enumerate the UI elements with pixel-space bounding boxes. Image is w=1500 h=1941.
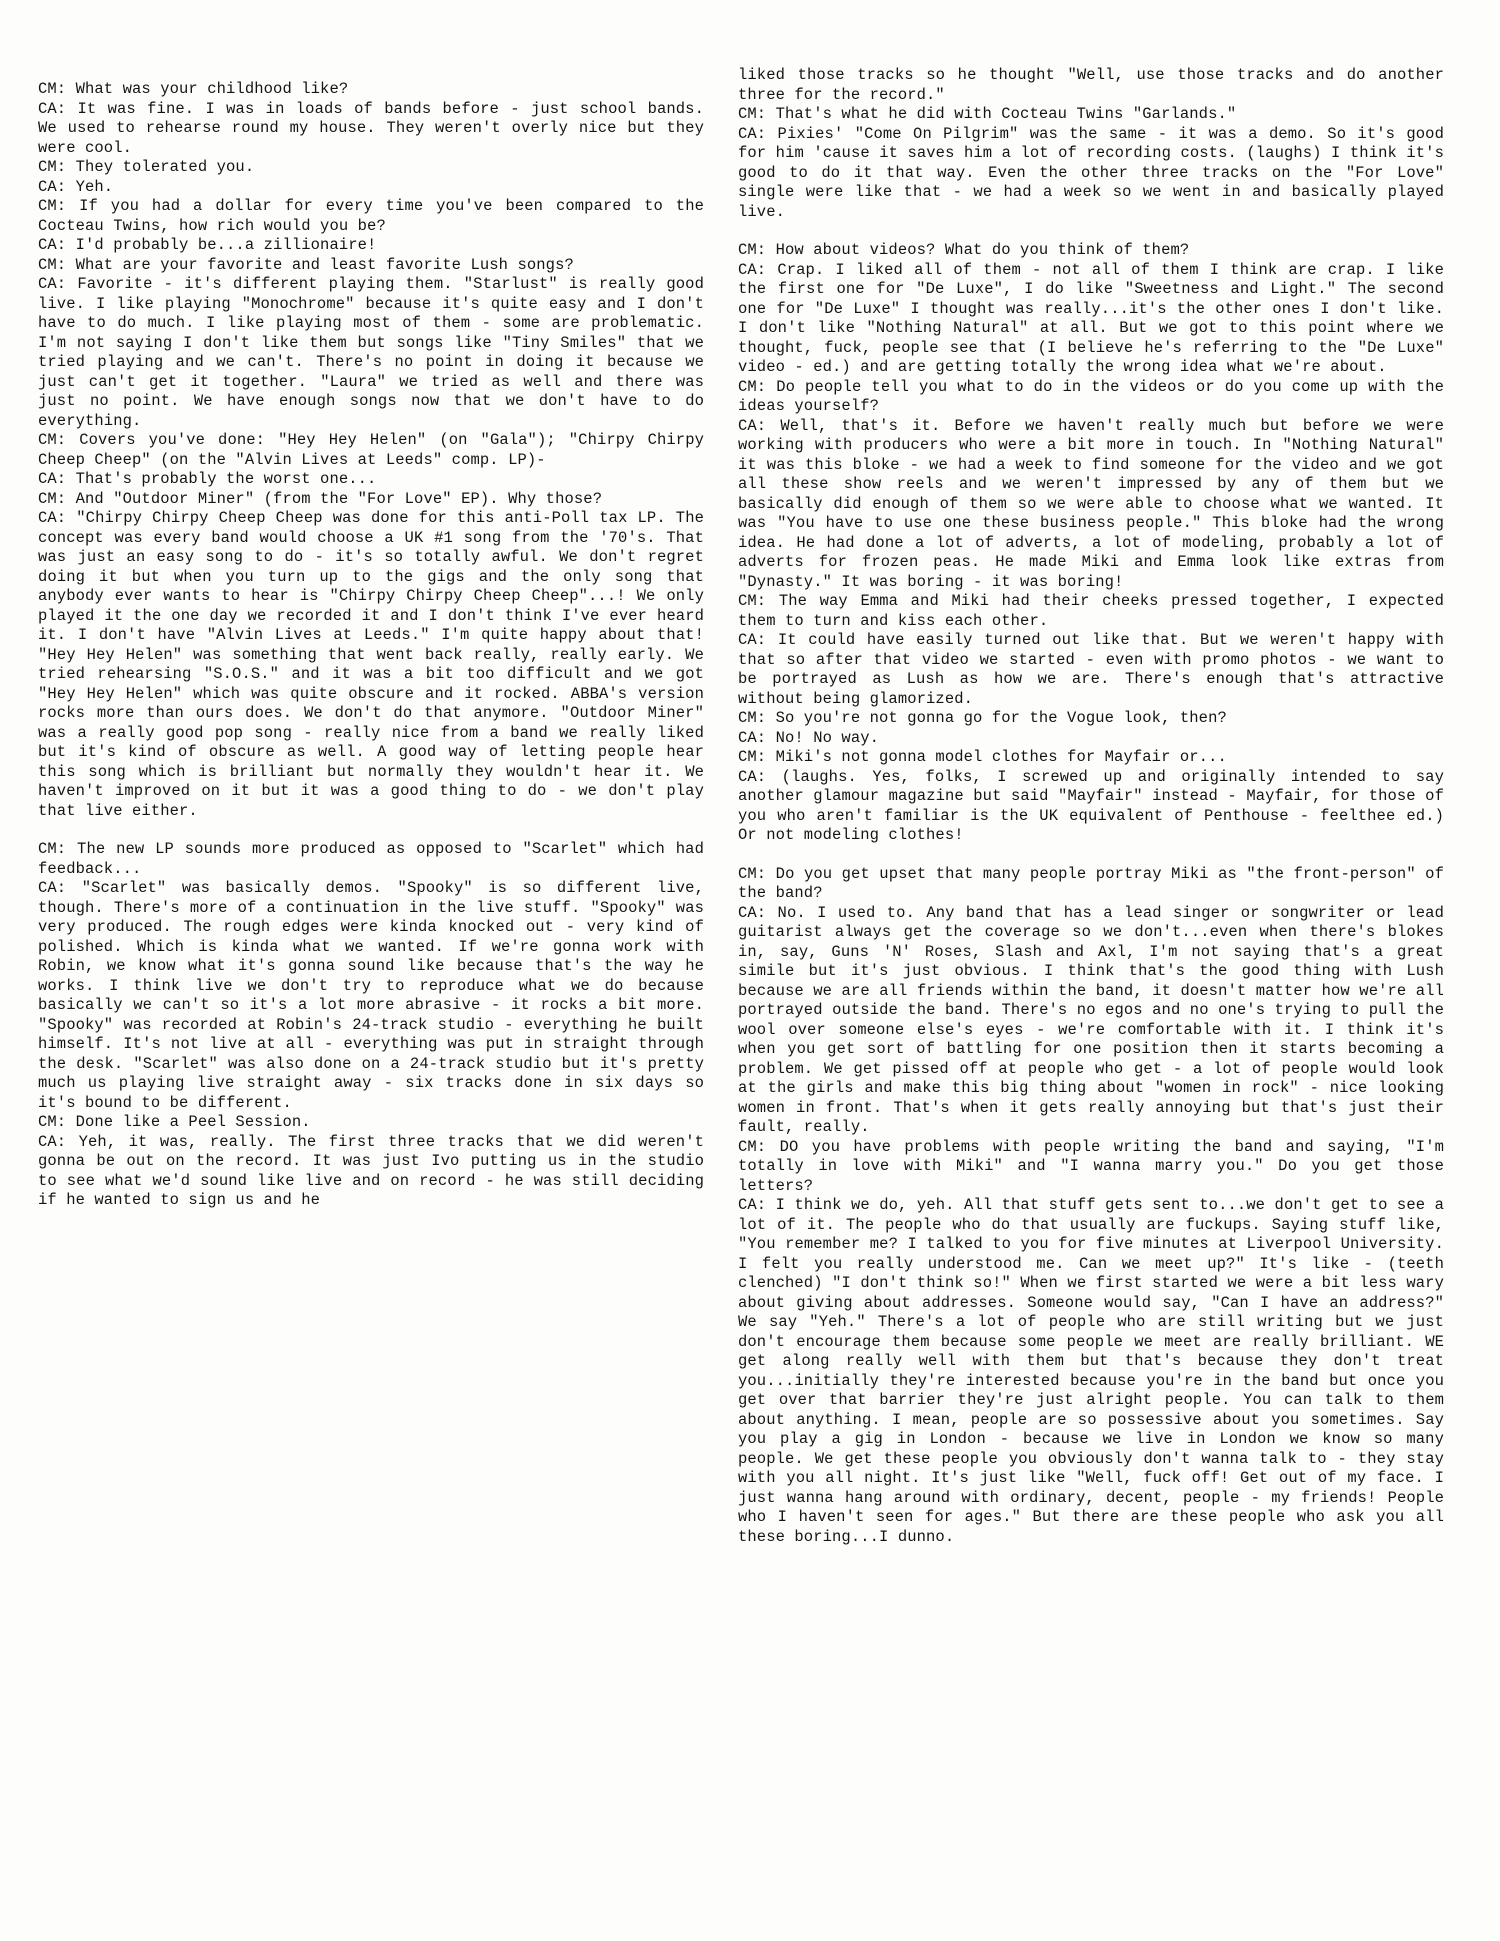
right-column bbox=[738, 66, 1454, 1547]
interviewer-question: CM: How about videos? What do you think of them? bbox=[738, 241, 1190, 259]
interviewer-question: CM: The way Emma and Miki had their cheeks pressed together, I expected them to turn and kiss each other. bbox=[738, 592, 1454, 630]
interviewer-question: CM: Done like a Peel Session. bbox=[38, 1113, 311, 1131]
left-column bbox=[38, 80, 714, 1211]
interviewer-question: CM: DO you have problems with people writing the band and saying, "I'm totally in love with Miki" and "I wanna marry you." Do you get those letters? bbox=[738, 1137, 1454, 1195]
interviewee-answer: CA: It could have easily turned out like that. But we weren't happy with that so after that video we started - even with promo photos - we want to be portrayed as Lush as how we are. There's enough that's attractive without being glamorized. bbox=[738, 631, 1454, 708]
paragraph-gap bbox=[738, 846, 1444, 865]
interviewee-answer: CA: I think we do, yeh. All that stuff gets sent to...we don't get to see a lot of it. The people who do that usually are fuckups. Saying stuff like, "You remember me? I talked to you for five minutes at Liverpool University. I felt you really understood me. Can we meet up?" It's like - (teeth clenched) "I don't think so!" When we first started we were a bit less wary about giving about addresses. Someone would say, "Can I have an address?" We say "Yeh." There's a lot of people who are still writing but we just don't encourage them because some people we meet are really brilliant. WE get along really well with them but that's because they don't treat you...initially they're interested because you're in the band but once you get over that barrier they're just alright people. You can talk to them about anything. I mean, people are so possessive about you sometimes. Say you play a gig in London - because we live in London we know so many people. We get these people you obviously don't wanna talk to - they stay with you all night. It's just like "Well, fuck off! Get out of my face. I just wanna hang around with ordinary, decent, people - my friends! People who I haven't seen for ages." But there are these people who ask you all these boring...I dunno. bbox=[738, 1196, 1454, 1546]
interviewee-answer: CA: Well, that's it. Before we haven't really much but before we were working with producers who were a bit more in touch. In "Nothing Natural" it was this bloke - we had a week to find someone for the video and we got all these show reels and we weren't impressed by any of them but we basically did enough of them so we were able to choose what we wanted. It was "You have to use one these business people." This bloke had the wrong idea. He had done a lot of adverts, a lot of modeling, probably a lot of adverts for frozen peas. He made Miki and Emma look like extras from "Dynasty." It was boring - it was boring! bbox=[738, 416, 1454, 591]
interviewee-answer: CA: Yeh. bbox=[38, 177, 114, 196]
interviewer-question: CM: What was your childhood like? bbox=[38, 80, 349, 98]
continued-text: liked those tracks so he thought "Well, use those tracks and do another three for the record." bbox=[738, 66, 1454, 104]
interviewer-question: CM: The new LP sounds more produced as opposed to "Scarlet" which had feedback... bbox=[38, 840, 714, 878]
interviewee-answer: CA: No. I used to. Any band that has a lead singer or songwriter or lead guitarist always get the coverage so we don't...even when there's blokes in, say, Guns 'N' Roses, Slash and Axl, I'm not saying that's a great simile but it's just obvious. I think that's the good thing with Lush because we are all friends within the band, it doesn't matter how we're all portrayed outside the band. There's no egos and no one's trying to pull the wool over someone else's eyes - we're comfortable with it. I think it's when you get sort of battling for one position then it starts becoming a problem. We get pissed off at people who get - a lot of people would look at the girls and make this big thing about "women in rock" - nice looking women in front. That's when it gets really annoying but that's just their fault, really. bbox=[738, 903, 1454, 1136]
interviewer-question: CM: Do people tell you what to do in the videos or do you come up with the ideas yourself? bbox=[738, 377, 1454, 415]
interviewee-answer: CA: That's probably the worst one... bbox=[38, 470, 377, 488]
interviewee-answer: CA: Pixies' "Come On Pilgrim" was the same - it was a demo. So it's good for him 'cause it saves him a lot of recording costs. (laughs) I think it's good to do it that way. Even the other three tracks on the "For Love" single were like that - we had a week so we went in and basically played live. bbox=[738, 124, 1454, 221]
interviewer-question: CM: That's what he did with Cocteau Twins "Garlands." bbox=[738, 105, 1237, 123]
interviewer-question: CM: Covers you've done: "Hey Hey Helen" (on "Gala"); "Chirpy Chirpy Cheep Cheep" (on the "Alvin Lives at Leeds" comp. LP)- bbox=[38, 431, 714, 469]
interviewee-answer: CA: (laughs. Yes, folks, I screwed up and originally intended to say another glamour magazine but said "Mayfair" instead - Mayfair, for those of you who aren't familiar is the UK equivalent of Penthouse - feelthee ed.) Or not modeling clothes! bbox=[738, 767, 1454, 844]
interviewee-answer: CA: It was fine. I was in loads of bands before - just school bands. We used to rehearse round my house. They weren't overly nice but they were cool. bbox=[38, 99, 714, 157]
interviewee-answer: CA: "Scarlet" was basically demos. "Spooky" is so different live, though. There's more of a continuation in the live stuff. "Spooky" was very produced. The rough edges were kinda knocked out - very kind of polished. Which is kinda what we wanted. If we're gonna work with Robin, we know what it's gonna sound like because that's the way he works. I think live we don't try to reproduce what we do because basically we can't so it's a lot more abrasive - it rocks a bit more. "Spooky" was recorded at Robin's 24-track studio - everything he built himself. It's not live at all - everything was put in straight through the desk. "Scarlet" was also done on a 24-track studio but it's pretty much us playing live straight away - six tracks done in six days so it's bound to be different. bbox=[38, 879, 714, 1112]
interviewee-answer: CA: Crap. I liked all of them - not all of them I think are crap. I like the first one for "De Luxe", I do like "Sweetness and Light." The second one for "De Luxe" I thought was really...it's the other ones I don't like. I don't like "Nothing Natural" at all. But we got to this point where we thought, fuck, people see that (I believe he's referring to the "De Luxe" video - ed.) and are getting totally the wrong idea what we're about. bbox=[738, 260, 1454, 376]
interviewee-answer: CA: "Chirpy Chirpy Cheep Cheep was done for this anti-Poll tax LP. The concept was every band would choose a UK #1 song from the '70's. That was just an easy song to do - it's so totally awful. We don't regret doing it but when you turn up to the gigs and the only song that anybody ever wants to hear is "Chirpy Chirpy Cheep Cheep"...! We only played it the one day we recorded it and I don't think I've ever heard it. I don't have "Alvin Lives at Leeds." I'm quite happy about that! "Hey Hey Helen" was something that went back really, really early. We tried rehearsing "S.O.S." and it was a bit too difficult and we got "Hey Hey Helen" which was quite obscure and it rocked. ABBA's version rocks more than ours does. We don't do that anymore. "Outdoor Miner" was a really good pop song - really nice from a band we really liked but it's kind of obscure as well. A good way of letting people hear this song which is brilliant but normally they wouldn't hear it. We haven't improved on it but it was a good thing to do - we don't play that live either. bbox=[38, 509, 714, 820]
interviewee-answer: CA: Yeh, it was, really. The first three tracks that we did weren't gonna be out on the record. It was just Ivo putting us in the studio to see what we'd sound like live and on record - he was still deciding if he wanted to sign us and he bbox=[38, 1132, 714, 1209]
interviewee-answer: CA: No! No way. bbox=[738, 728, 880, 747]
interviewer-question: CM: They tolerated you. bbox=[38, 158, 255, 176]
interviewer-question: CM: Do you get upset that many people portray Miki as "the front-person" of the band? bbox=[738, 864, 1454, 902]
interviewer-question: CM: So you're not gonna go for the Vogue look, then? bbox=[738, 709, 1227, 727]
paragraph-gap bbox=[38, 821, 704, 840]
interviewer-question: CM: And "Outdoor Miner" (from the "For Love" EP). Why those? bbox=[38, 489, 603, 508]
interviewer-question: CM: If you had a dollar for every time you've been compared to the Cocteau Twins, how rich would you be? bbox=[38, 197, 714, 235]
interviewer-question: CM: Miki's not gonna model clothes for Mayfair or... bbox=[738, 748, 1227, 766]
interviewee-answer: CA: Favorite - it's different playing them. "Starlust" is really good live. I like playing "Monochrome" because it's quite easy and I don't have to do much. I like playing most of them - some are problematic. I'm not saying I don't like them but songs like "Tiny Smiles" that we tried playing and we can't. There's no point in doing it because we just can't get it together. "Laura" we tried as well and there was just no point. We have enough songs now that we don't have to do everything. bbox=[38, 275, 714, 430]
interviewee-answer: CA: I'd probably be...a zillionaire! bbox=[38, 236, 377, 254]
paragraph-gap bbox=[738, 222, 1444, 241]
interviewer-question: CM: What are your favorite and least favorite Lush songs? bbox=[38, 255, 574, 274]
